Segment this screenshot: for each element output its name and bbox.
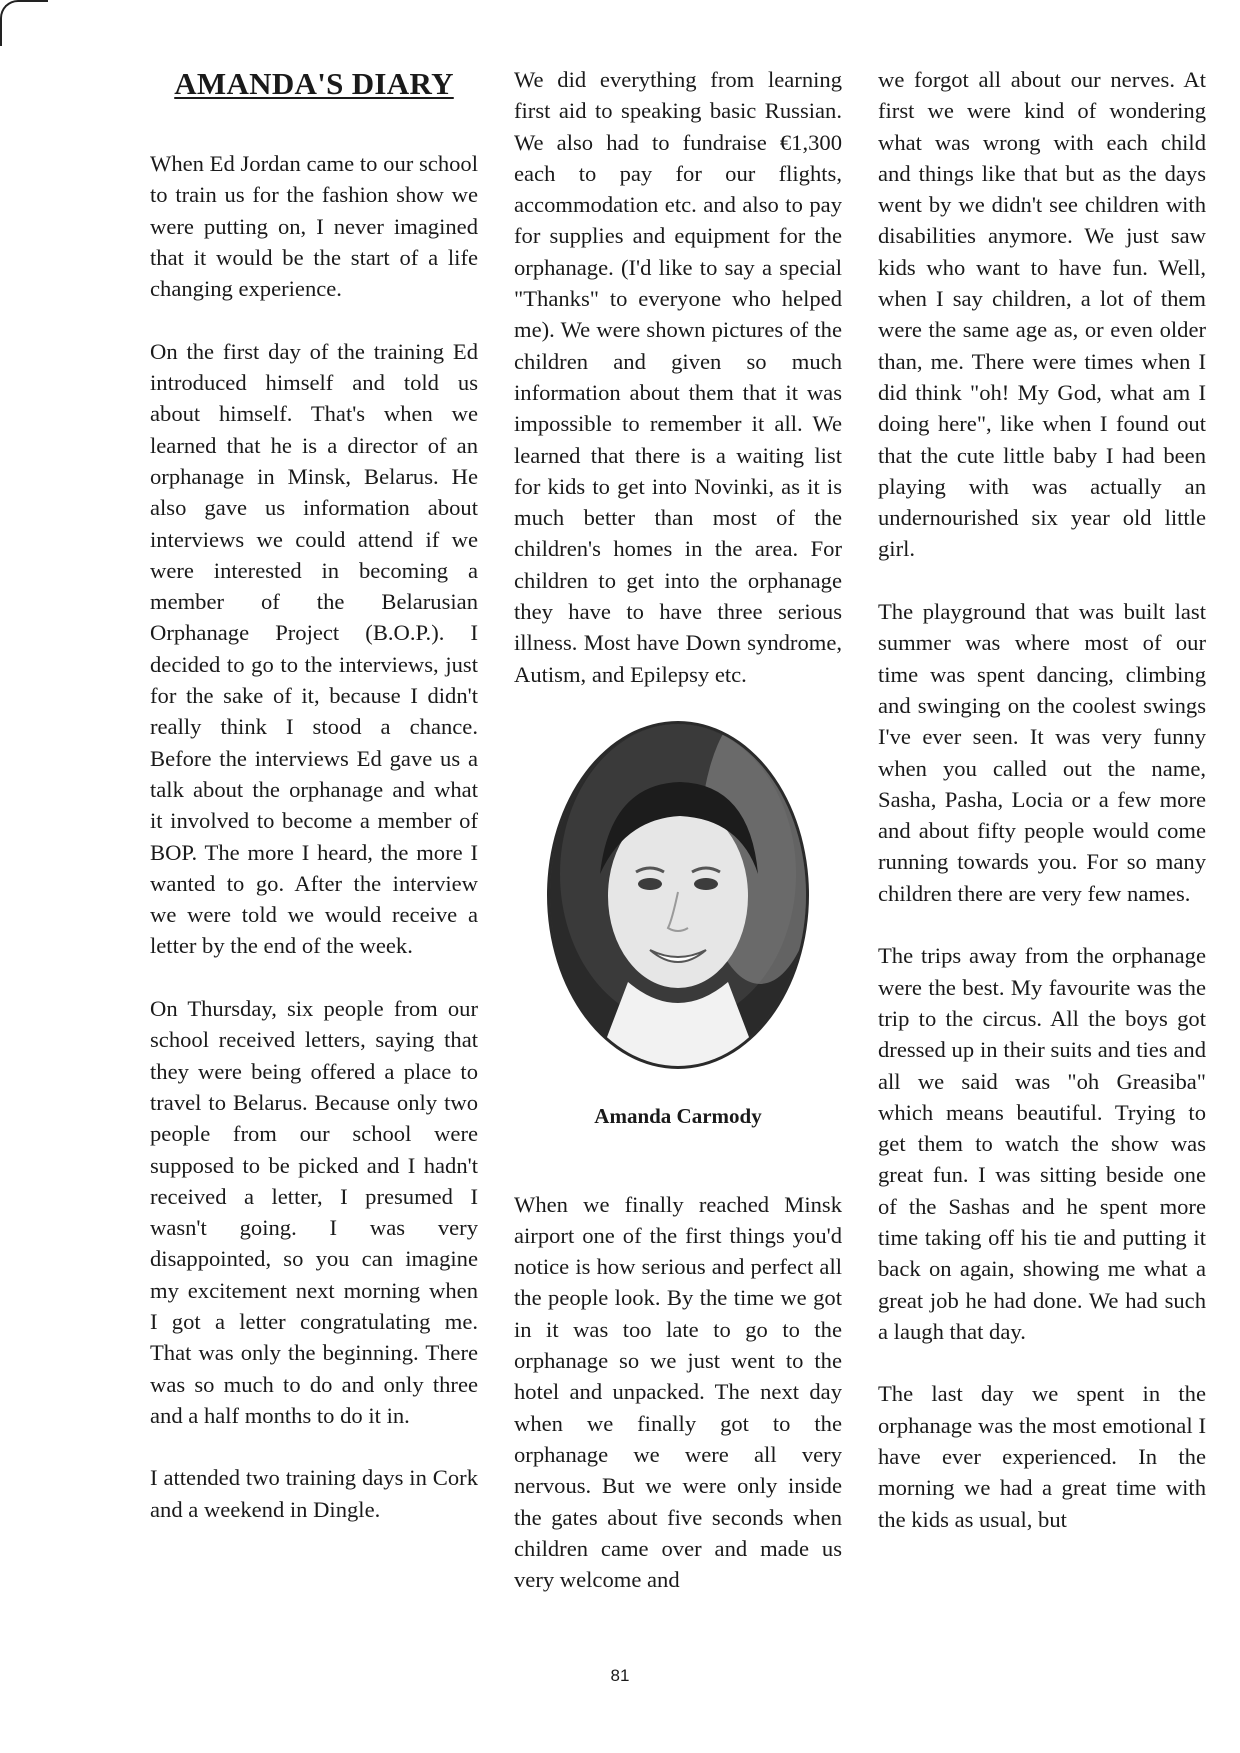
paragraph: The trips away from the orphanage were the best. My favourite was the trip to the circus. All the boys got dressed up in their suits and ties and all we said was "oh Greasiba" which means beautiful. Trying to get them to watch the show was great fun. I was sitting beside one of the Sashas and he spent more time taking off his tie and putting it back on again, showing me what a great job he had done. We had such a laugh that day. (878, 943, 1206, 1344)
column-3 (878, 64, 1206, 1566)
paragraph: When Ed Jordan came to our school to train us for the fashion show we were putting on, I never imagined that it would be the start of a life changing experience. (150, 151, 478, 302)
paragraph: we forgot all about our nerves. At first we were kind of wondering what was wrong with each child and things like that but as the days went by we didn't see children with disabilities anymore. We just saw kids who want to have fun. Well, when I say children, a lot of them were the same age as, or even older than, me. There were times when I did think "oh! My God, what am I doing here", like when I found out that the cute little baby I had been playing with was actually an undernourished six year old little girl. (878, 67, 1206, 562)
paragraph: On Thursday, six people from our school received letters, saying that they were being offered a place to travel to Belarus. Because only two people from our school were supposed to be picked and I hadn't received a letter, I presumed I wasn't going. I was very disappointed, so you can imagine my excitement next morning when I got a letter congratulating me. That was only the beginning. There was so much to do and only three and a half months to do it in. (150, 996, 478, 1428)
page-corner-mark (0, 0, 48, 46)
article-title: AMANDA'S DIARY (174, 66, 454, 101)
portrait-illustration (550, 724, 806, 1066)
portrait-frame (514, 721, 842, 1069)
paragraph: We did everything from learning first aid to speaking basic Russian. We also had to fundraise €1,300 each to pay for our flights, accommodation etc. and also to pay for supplies and equipment for the orphanage. (I'd like to say a special "Thanks" to everyone who helped me). We were shown pictures of the children and given so much information about them that it was impossible to remember it all. We learned that there is a waiting list for kids to get into Novinki, as it is much better than most of the children's homes in the area. For children to get into the orphanage they have to have three serious illness. Most have Down syndrome, Autism, and Epilepsy etc. (514, 67, 842, 687)
paragraph: On the first day of the training Ed introduced himself and told us about himself. That's when we learned that he is a director of an orphanage in Minsk, Belarus. He also gave us information about interviews we could attend if we were interested in becoming a member of the Belarusian Orphanage Project (B.O.P.). I decided to go to the interviews, just for the sake of it, because I didn't really think I stood a chance. Before the interviews Ed gave us a talk about the orphanage and what it involved to become a member of BOP. The more I heard, the more I wanted to go. After the interview we were told we would receive a letter by the end of the week. (150, 338, 478, 959)
column-1 (150, 64, 478, 1556)
paragraph: I attended two training days in Cork and a weekend in Dingle. (150, 1465, 478, 1522)
column-2 (514, 64, 842, 1627)
portrait-photo (547, 721, 809, 1069)
photo-caption: Amanda Carmody (594, 1104, 762, 1129)
page-number: 81 (610, 1666, 630, 1685)
paragraph: When we finally reached Minsk airport one of the first things you'd notice is how serious and perfect all the people look. By the time we got in it was too late to go to the orphanage so we just went to the hotel and unpacked. The next day when we finally got to the orphanage we were all very nervous. But we were only inside the gates about five seconds when children came over and made us very welcome and (514, 1191, 842, 1593)
paragraph: The playground that was built last summer was where most of our time was spent dancing, climbing and swinging on the coolest swings I've ever seen. It was very funny when you called out the name, Sasha, Pasha, Locia or a few more and about fifty people would come running towards you. For so many children there are very few names. (878, 599, 1206, 906)
paragraph: The last day we spent in the orphanage was the most emotional I have ever experienced. In the morning we had a great time with the kids as usual, but (878, 1381, 1206, 1532)
